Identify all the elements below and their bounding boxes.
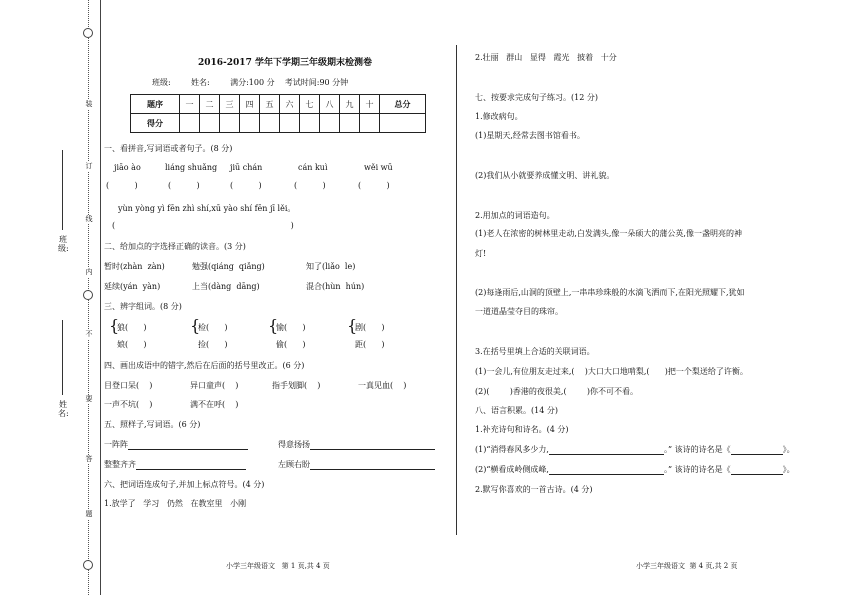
sentence: (2)我们从小就要养成懂文明、讲礼貌。 (475, 171, 615, 180)
q8-sub1: 1.补充诗句和诗名。(4 分) (475, 425, 569, 434)
table-cell: 五 (260, 95, 280, 114)
sentence: 一道道晶莹夺目的珠帘。 (475, 307, 563, 316)
score-input-cell[interactable] (320, 114, 340, 133)
word-pair-item[interactable]: 娘( ) (117, 340, 147, 349)
sentence[interactable]: (2)( )香港的夜很美,( )你不可不看。 (475, 387, 639, 396)
binding-char: 题 (85, 510, 93, 518)
answer-line[interactable] (731, 445, 783, 455)
q8-sub2: 2.默写你喜欢的一首古诗。(4 分) (475, 485, 593, 494)
score-input-cell[interactable] (280, 114, 300, 133)
binding-char: 要 (85, 395, 93, 403)
class-label: 班级: (58, 235, 69, 253)
q7-sub1: 1.修改病句。 (475, 112, 523, 121)
word-pair-item[interactable]: 剧( ) (355, 323, 385, 332)
word-pair-item[interactable]: 愉( ) (276, 323, 306, 332)
poem-line (475, 464, 795, 475)
footer-left: 小学三年级语文 第 1 页,共 4 页 (226, 562, 330, 570)
exam-info: 班级: 姓名: 满分:100 分 考试时间:90 分钟 (152, 78, 349, 87)
poem-text: 。” 该诗的诗名是《 (663, 445, 731, 454)
answer-line[interactable] (310, 440, 435, 450)
answer-line[interactable] (549, 465, 664, 475)
answer-line[interactable] (731, 465, 783, 475)
score-input-cell[interactable] (200, 114, 220, 133)
score-input-cell[interactable] (360, 114, 380, 133)
answer-line[interactable] (310, 460, 435, 470)
poem-text: 。” 该诗的诗名是《 (663, 465, 731, 474)
reading-choice[interactable]: 勉强(qiáng qiǎng) (192, 262, 265, 271)
q8-title: 八、语言积累。(14 分) (475, 406, 558, 415)
table-cell: 四 (240, 95, 260, 114)
q7-title: 七、按要求完成句子练习。(12 分) (475, 93, 598, 102)
word-example-text: 一阵阵 (104, 440, 128, 449)
brace: { (190, 316, 201, 335)
pinyin: yùn yòng yì fēn zhì shí,xū yào shí fēn jī lěi。 (118, 204, 296, 213)
table-cell: 六 (280, 95, 300, 114)
score-table-score-row (131, 114, 426, 133)
q4-title: 四、画出成语中的错字,然后在后面的括号里改正。(6 分) (104, 361, 305, 370)
word-example-text: 整整齐齐 (104, 460, 136, 469)
reading-choice[interactable]: 延续(yán yàn) (104, 282, 161, 291)
brace: { (268, 316, 279, 335)
table-cell: 三 (220, 95, 240, 114)
pinyin: liáng shuǎng (165, 163, 218, 172)
score-input-cell[interactable] (380, 114, 426, 133)
sentence-words: 1.放学了 学习 仍然 在教室里 小刚 (104, 499, 247, 508)
sentence: (2)每逢雨后,山洞的顶壁上,一串串珍珠般的水滴飞洒而下,在阳光照耀下,犹如 (475, 288, 745, 297)
table-cell: 七 (300, 95, 320, 114)
answer-line[interactable] (549, 445, 664, 455)
table-cell: 八 (320, 95, 340, 114)
word-example (278, 439, 435, 450)
answer-bracket[interactable]: ( ) (112, 221, 294, 230)
score-input-cell[interactable] (300, 114, 320, 133)
score-input-cell[interactable] (260, 114, 280, 133)
brace: { (109, 316, 120, 335)
score-table (130, 94, 426, 133)
exam-title: 2016-2017 学年下学期三年级期末检测卷 (198, 58, 372, 68)
sentence: (1)星期天,经常去图书馆看书。 (475, 131, 585, 140)
column-divider (456, 45, 457, 535)
binding-char: 不 (85, 330, 93, 338)
reading-choice[interactable]: 混合(hùn hún) (306, 282, 365, 291)
word-example (278, 459, 435, 470)
binding-hole (83, 28, 93, 38)
table-cell: 九 (340, 95, 360, 114)
word-pair-item[interactable]: 偷( ) (276, 340, 306, 349)
table-cell: 十 (360, 95, 380, 114)
q7-sub3: 3.在括号里填上合适的关联词语。 (475, 347, 595, 356)
word-example-text: 得意扬扬 (278, 440, 310, 449)
idiom-item[interactable]: 满不在呼( ) (190, 400, 239, 409)
pinyin: jiū chán (230, 163, 263, 172)
word-pair-item[interactable]: 距( ) (355, 340, 385, 349)
score-input-cell[interactable] (180, 114, 200, 133)
q7-sub2: 2.用加点的词语造句。 (475, 211, 555, 220)
answer-bracket[interactable]: ( ) (358, 181, 390, 190)
binding-hole (83, 560, 93, 570)
footer-right: 小学三年级语文 第 4 页,共 2 页 (636, 562, 738, 570)
class-line (62, 150, 63, 230)
binding-char: 内 (85, 268, 93, 276)
answer-line[interactable] (128, 440, 248, 450)
word-pair-item[interactable]: 狼( ) (117, 323, 147, 332)
q6-title: 六、把词语连成句子,并加上标点符号。(4 分) (104, 480, 265, 489)
word-example (104, 459, 246, 470)
idiom-item[interactable]: 一真见血( ) (358, 381, 407, 390)
idiom-item[interactable]: 异口童声( ) (190, 381, 239, 390)
brace: { (347, 316, 358, 335)
sentence[interactable]: (1)一会儿,有位朋友走过来,( )大口大口地啃梨,( )把一个梨送给了许衡。 (475, 367, 748, 376)
answer-line[interactable] (136, 460, 246, 470)
binding-char: 答 (85, 455, 93, 463)
binding-char: 装 (85, 100, 93, 108)
idiom-item[interactable]: 指手划脚( ) (272, 381, 321, 390)
poem-text: 》。 (782, 465, 795, 474)
word-example-text: 左顾右盼 (278, 460, 310, 469)
score-input-cell[interactable] (220, 114, 240, 133)
binding-solid-line (100, 0, 101, 595)
binding-char: 订 (85, 162, 93, 170)
pinyin: jiāo ào (114, 163, 141, 172)
pinyin: cán kuì (298, 163, 328, 172)
poem-text: (1)“消得春风多少力, (475, 445, 549, 454)
binding-hole (83, 290, 93, 300)
score-input-cell[interactable] (240, 114, 260, 133)
reading-choice[interactable]: 知了(liǎo le) (306, 262, 356, 271)
table-cell: 总分 (380, 95, 426, 114)
answer-bracket[interactable]: ( ) (230, 181, 262, 190)
table-cell: 题序 (131, 95, 180, 114)
sentence-words: 2.壮丽 群山 显得 霞光 披着 十分 (475, 53, 617, 62)
reading-choice[interactable]: 暂时(zhàn zàn) (104, 262, 165, 271)
reading-choice[interactable]: 上当(dàng dāng) (192, 282, 260, 291)
q3-title: 三、辨字组词。(8 分) (104, 302, 182, 311)
answer-bracket[interactable]: ( ) (168, 181, 200, 190)
word-pair-item[interactable]: 检( ) (198, 323, 228, 332)
sentence: 灯! (475, 249, 487, 258)
q1-title: 一、看拼音,写词语或者句子。(8 分) (104, 144, 233, 153)
answer-bracket[interactable]: ( ) (294, 181, 326, 190)
poem-text: 》。 (782, 445, 795, 454)
poem-text: (2)“横看成岭侧成峰, (475, 465, 549, 474)
q5-title: 五、照样子,写词语。(6 分) (104, 420, 201, 429)
binding-char: 线 (85, 215, 93, 223)
score-input-cell[interactable] (340, 114, 360, 133)
answer-bracket[interactable]: ( ) (106, 181, 138, 190)
sentence: (1)老人在浓密的树林里走动,白发满头,像一朵硕大的蒲公英,像一盏明亮的神 (475, 229, 742, 238)
word-example (104, 439, 248, 450)
name-label: 姓名: (58, 400, 69, 418)
word-pair-item[interactable]: 捡( ) (198, 340, 228, 349)
table-cell: 得分 (131, 114, 180, 133)
poem-line (475, 444, 795, 455)
idiom-item[interactable]: 目登口呆( ) (104, 381, 153, 390)
pinyin: wěi wū (364, 163, 393, 172)
name-line (62, 320, 63, 395)
table-cell: 二 (200, 95, 220, 114)
q2-title: 二、给加点的字选择正确的读音。(3 分) (104, 242, 246, 251)
table-cell: 一 (180, 95, 200, 114)
idiom-item[interactable]: 一声不坑( ) (104, 400, 153, 409)
score-table-header-row (131, 95, 426, 114)
